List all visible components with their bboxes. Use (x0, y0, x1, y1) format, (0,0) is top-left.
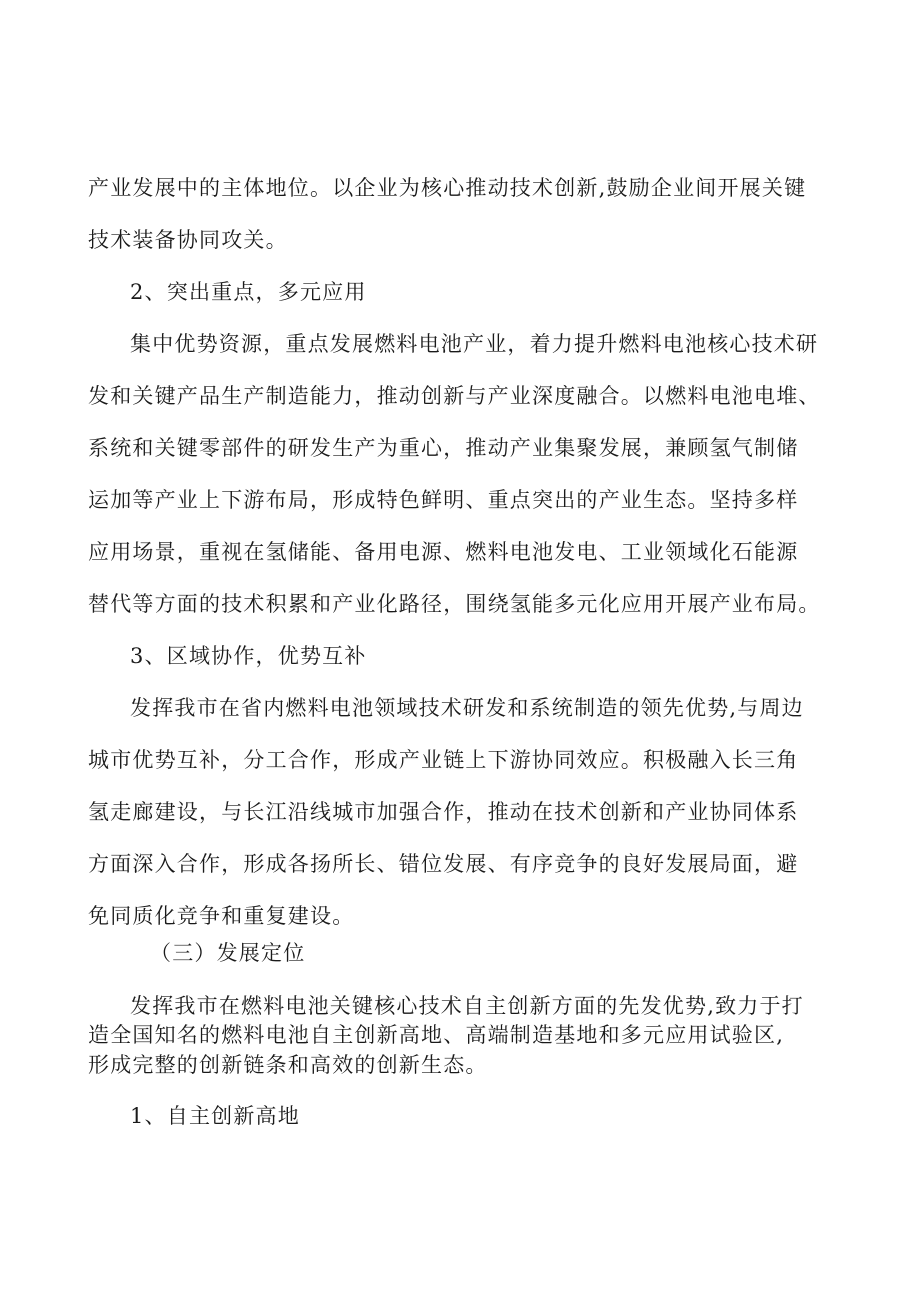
section-heading: 3、区域协作，优势互补 (130, 644, 367, 668)
paragraph-line: 系统和关键零部件的研发生产为重心，推动产业集聚发展，兼顾氢气制储 (88, 436, 799, 460)
paragraph-line: 免同质化竞争和重复建设。 (88, 904, 355, 928)
paragraph-line: 替代等方面的技术积累和产业化路径，围绕氢能多元化应用开展产业布局。 (88, 592, 821, 616)
paragraph-line: 氢走廊建设，与长江沿线城市加强合作，推动在技术创新和产业协同体系 (88, 800, 799, 824)
paragraph-line: 运加等产业上下游布局，形成特色鲜明、重点突出的产业生态。坚持多样 (88, 488, 799, 512)
paragraph-line: 城市优势互补，分工合作，形成产业链上下游协同效应。积极融入长三角 (88, 748, 799, 772)
paragraph-line: 发和关键产品生产制造能力，推动创新与产业深度融合。以燃料电池电堆、 (88, 384, 821, 408)
paragraph-line: 发挥我市在省内燃料电池领域技术研发和系统制造的领先优势,与周边 (130, 696, 804, 720)
paragraph-line: 技术装备协同攻关。 (88, 228, 288, 252)
section-heading: （三）发展定位 (150, 941, 306, 965)
paragraph-line: 方面深入合作，形成各扬所长、错位发展、有序竞争的良好发展局面，避 (88, 852, 799, 876)
paragraph-line: 集中优势资源，重点发展燃料电池产业，着力提升燃料电池核心技术研 (130, 332, 819, 356)
paragraph-line: 产业发展中的主体地位。以企业为核心推动技术创新,鼓励企业间开展关键 (88, 176, 807, 200)
paragraph-line: 造全国知名的燃料电池自主创新高地、高端制造基地和多元应用试验区, (88, 1023, 785, 1047)
paragraph-line: 形成完整的创新链条和高效的创新生态。 (88, 1053, 488, 1077)
paragraph-line: 应用场景，重视在氢储能、备用电源、燃料电池发电、工业领域化石能源 (88, 540, 799, 564)
section-heading: 1、自主创新高地 (130, 1104, 300, 1128)
section-heading: 2、突出重点，多元应用 (130, 280, 367, 304)
paragraph-line: 发挥我市在燃料电池关键核心技术自主创新方面的先发优势,致力于打 (130, 994, 804, 1018)
